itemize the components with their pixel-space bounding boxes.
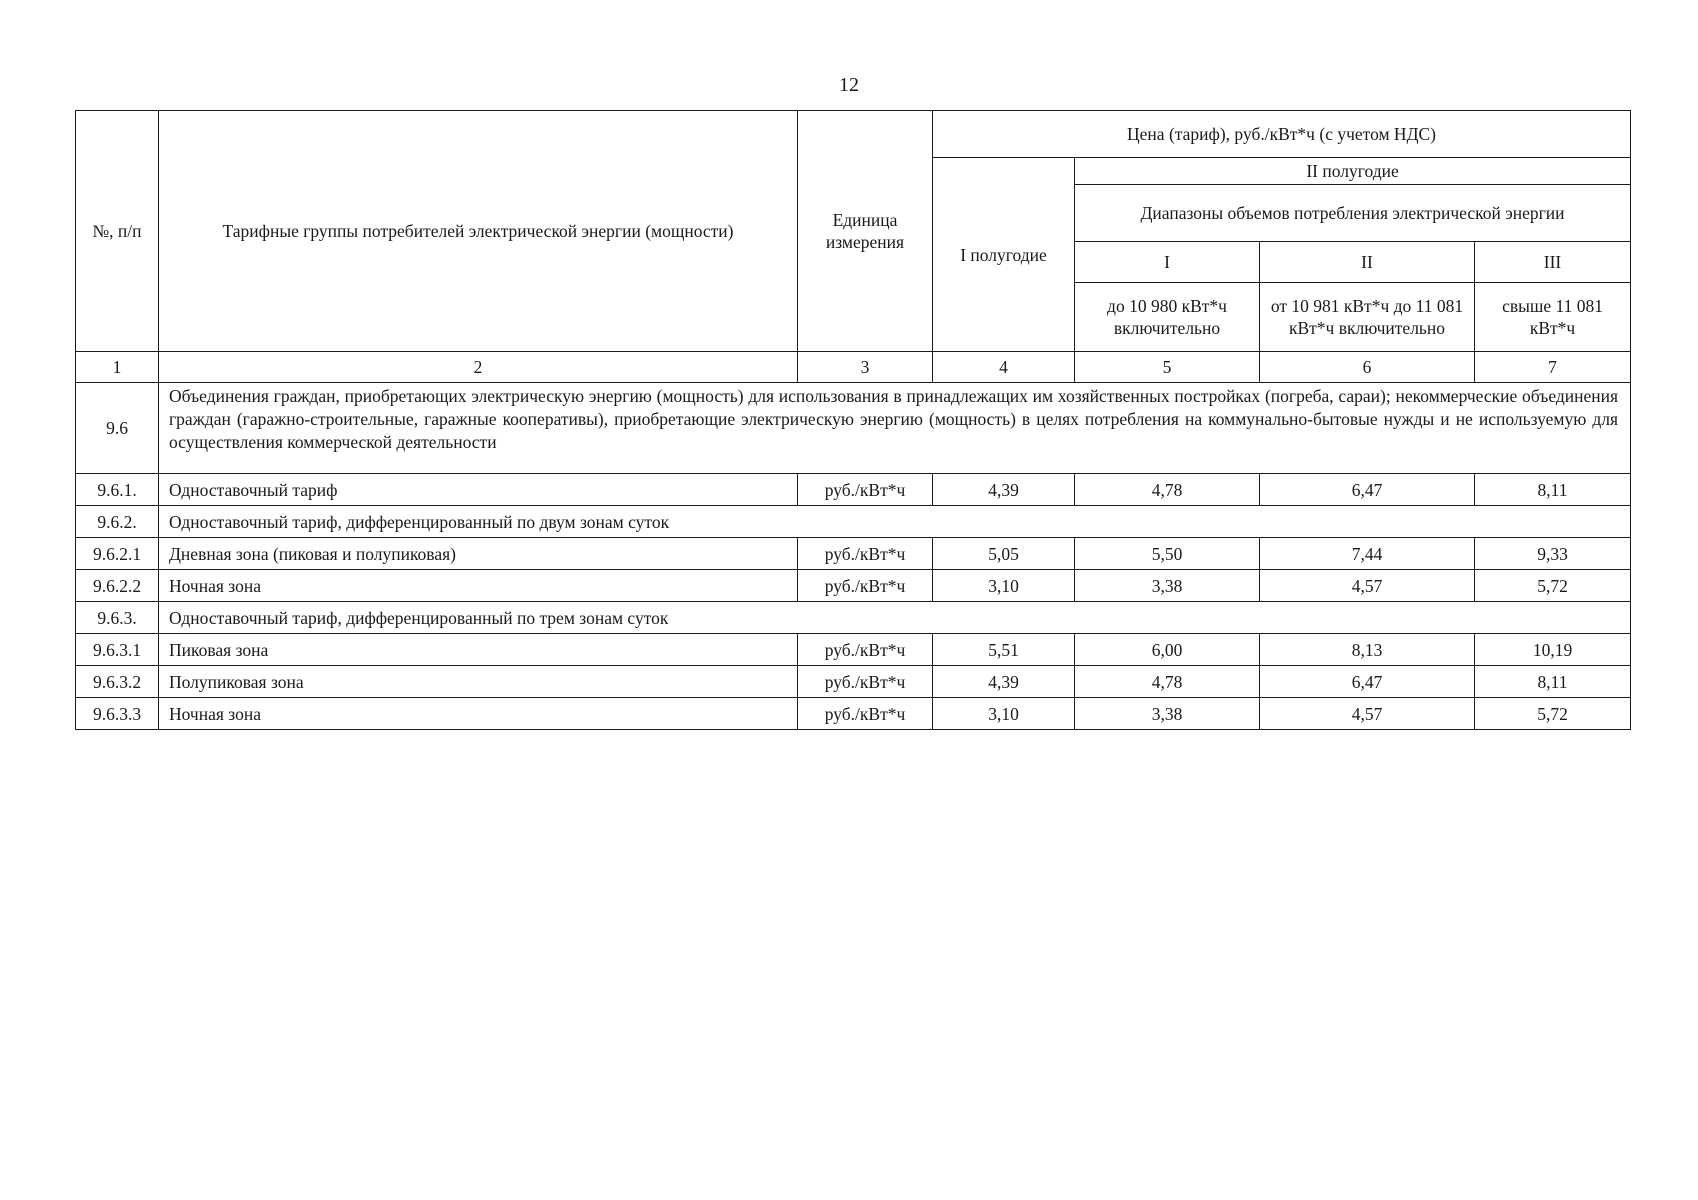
table-row	[76, 666, 1631, 698]
table-row	[76, 698, 1631, 730]
tariff-table	[75, 110, 1631, 730]
row-number: 9.6.1.	[76, 474, 159, 506]
range-label: II	[1260, 242, 1475, 283]
price-cell: 10,19	[1475, 634, 1631, 666]
header-unit: Единица измерения	[798, 111, 933, 352]
column-number: 7	[1475, 352, 1631, 383]
row-number: 9.6.3.3	[76, 698, 159, 730]
price-cell: 5,50	[1075, 538, 1260, 570]
column-number: 4	[933, 352, 1075, 383]
price-cell: 8,11	[1475, 666, 1631, 698]
price-cell: 5,72	[1475, 698, 1631, 730]
section-row	[76, 506, 1631, 538]
header-num: №, п/п	[76, 111, 159, 352]
price-cell: 4,57	[1260, 570, 1475, 602]
price-cell: 6,47	[1260, 666, 1475, 698]
price-cell: 5,72	[1475, 570, 1631, 602]
row-number: 9.6.3.1	[76, 634, 159, 666]
range-label: III	[1475, 242, 1631, 283]
group-row	[76, 383, 1631, 474]
price-cell: 4,39	[933, 474, 1075, 506]
row-number: 9.6.2.2	[76, 570, 159, 602]
table-row	[76, 538, 1631, 570]
header-price: Цена (тариф), руб./кВт*ч (с учетом НДС)	[933, 111, 1631, 158]
price-cell: 3,10	[933, 698, 1075, 730]
row-number: 9.6.3.	[76, 602, 159, 634]
price-cell: 8,11	[1475, 474, 1631, 506]
tariff-name: Дневная зона (пиковая и полупиковая)	[159, 538, 798, 570]
row-number: 9.6.2.1	[76, 538, 159, 570]
table-row	[76, 474, 1631, 506]
price-cell: 4,39	[933, 666, 1075, 698]
page-number: 12	[839, 74, 859, 96]
price-cell: 4,78	[1075, 666, 1260, 698]
row-number: 9.6.3.2	[76, 666, 159, 698]
unit-cell: руб./кВт*ч	[798, 474, 933, 506]
unit-cell: руб./кВт*ч	[798, 570, 933, 602]
column-number: 5	[1075, 352, 1260, 383]
header-group: Тарифные группы потребителей электрической энергии (мощности)	[159, 111, 798, 352]
column-number: 1	[76, 352, 159, 383]
price-cell: 6,47	[1260, 474, 1475, 506]
column-number: 2	[159, 352, 798, 383]
column-number: 3	[798, 352, 933, 383]
table-row	[76, 570, 1631, 602]
price-cell: 3,38	[1075, 570, 1260, 602]
price-cell: 6,00	[1075, 634, 1260, 666]
unit-cell: руб./кВт*ч	[798, 538, 933, 570]
column-numbers-row	[76, 352, 1631, 383]
range-desc: от 10 981 кВт*ч до 11 081 кВт*ч включительно	[1260, 283, 1475, 352]
price-cell: 7,44	[1260, 538, 1475, 570]
range-desc: свыше 11 081 кВт*ч	[1475, 283, 1631, 352]
tariff-name: Пиковая зона	[159, 634, 798, 666]
header-second-half: II полугодие	[1075, 158, 1631, 185]
section-title: Одноставочный тариф, дифференцированный по трем зонам суток	[159, 602, 1631, 634]
column-number: 6	[1260, 352, 1475, 383]
price-cell: 5,51	[933, 634, 1075, 666]
header-ranges: Диапазоны объемов потребления электрической энергии	[1075, 185, 1631, 242]
section-row	[76, 602, 1631, 634]
unit-cell: руб./кВт*ч	[798, 634, 933, 666]
row-number: 9.6.2.	[76, 506, 159, 538]
tariff-name: Одноставочный тариф	[159, 474, 798, 506]
tariff-name: Полупиковая зона	[159, 666, 798, 698]
price-cell: 3,38	[1075, 698, 1260, 730]
tariff-name: Ночная зона	[159, 698, 798, 730]
tariff-name: Ночная зона	[159, 570, 798, 602]
section-title: Одноставочный тариф, дифференцированный по двум зонам суток	[159, 506, 1631, 538]
price-cell: 4,57	[1260, 698, 1475, 730]
table-row	[76, 634, 1631, 666]
range-desc: до 10 980 кВт*ч включительно	[1075, 283, 1260, 352]
unit-cell: руб./кВт*ч	[798, 666, 933, 698]
header-first-half: I полугодие	[933, 158, 1075, 352]
group-description: Объединения граждан, приобретающих электрическую энергию (мощность) для использования в принадлежащих им хозяйственных постройках (погреба, сараи); некоммерческие объединения граждан (гаражно-строительные, гаражные кооперативы), приобретающие электрическую энергию (мощность) в целях потребления на коммунально-бытовые нужды и не используемую для осуществления коммерческой деятельности	[159, 383, 1631, 474]
range-label: I	[1075, 242, 1260, 283]
price-cell: 4,78	[1075, 474, 1260, 506]
group-num: 9.6	[76, 383, 159, 474]
price-cell: 8,13	[1260, 634, 1475, 666]
unit-cell: руб./кВт*ч	[798, 698, 933, 730]
price-cell: 3,10	[933, 570, 1075, 602]
price-cell: 5,05	[933, 538, 1075, 570]
price-cell: 9,33	[1475, 538, 1631, 570]
